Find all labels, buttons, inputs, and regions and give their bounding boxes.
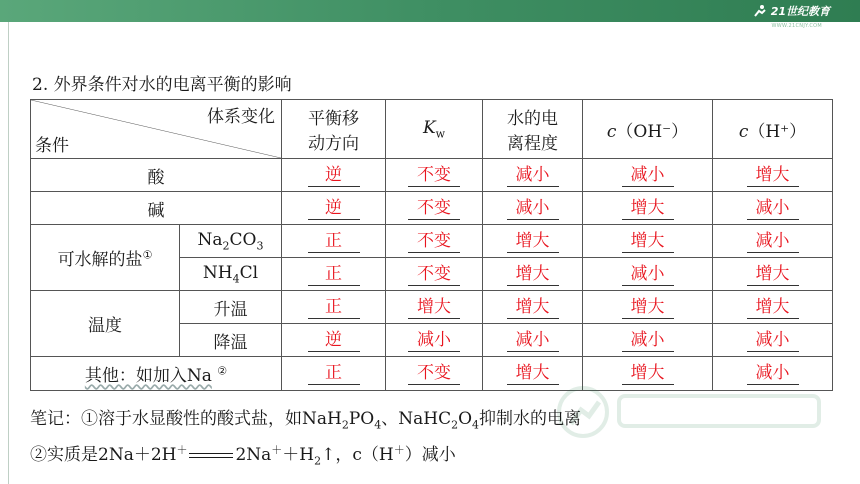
table-row-acid <box>31 159 833 192</box>
header-kw: $K_w$ <box>386 100 483 159</box>
answer-oh: 减小 <box>622 263 674 286</box>
answer-h: 减小 <box>747 230 799 253</box>
header-h-concentration: c（H⁺） <box>713 100 833 159</box>
answer-shift: 逆 <box>308 329 360 352</box>
answer-kw: 不变 <box>408 197 460 220</box>
row-label: 酸 <box>31 159 282 192</box>
answer-h: 减小 <box>747 197 799 220</box>
answer-oh: 减小 <box>622 164 674 187</box>
answer-h: 增大 <box>747 263 799 286</box>
answer-shift: 正 <box>308 230 360 253</box>
answer-oh: 增大 <box>622 296 674 319</box>
note-acid-salt: 笔记：①溶于水显酸性的酸式盐，如$NaH_2PO_4$、$NaHC_2O_4$抑制水的电离 <box>30 409 582 432</box>
answer-h: 增大 <box>747 296 799 319</box>
section-heading: 2. 外界条件对水的电离平衡的影响 <box>32 75 292 95</box>
left-rule <box>8 22 9 484</box>
group-hydrolyzable-salt: 可水解的盐① <box>31 225 180 291</box>
answer-oh: 增大 <box>622 362 674 385</box>
answer-kw: 不变 <box>408 362 460 385</box>
runner-logo-icon <box>753 4 767 18</box>
answer-degree: 减小 <box>507 197 559 220</box>
answer-degree: 减小 <box>507 329 559 352</box>
header-system-change: 体系变化 <box>207 107 275 127</box>
row-label-other: 其他：如加入Na ② <box>31 357 282 391</box>
header-oh-concentration: c（OH⁻） <box>583 100 713 159</box>
logo <box>753 1 830 21</box>
answer-shift: 逆 <box>308 197 360 220</box>
header-bar <box>0 0 860 22</box>
header-shift-direction: 平衡移 动方向 <box>282 100 386 159</box>
sub-label-cool: 降温 <box>180 324 282 357</box>
sub-label-na2co3: $Na_2CO_3$ <box>180 225 282 258</box>
table-row-na2co3 <box>31 225 833 258</box>
answer-shift: 正 <box>308 263 360 286</box>
diagonal-header-cell <box>31 100 282 159</box>
equals-arrow-icon <box>189 451 233 461</box>
answer-degree: 增大 <box>507 263 559 286</box>
table-header-row <box>31 100 833 159</box>
logo-subtext: WWW.21CNJY.COM <box>771 23 822 29</box>
answer-kw: 不变 <box>408 164 460 187</box>
answer-oh: 增大 <box>622 197 674 220</box>
answer-kw: 增大 <box>408 296 460 319</box>
ionization-table <box>30 99 833 391</box>
note-sodium-reaction: ②实质是2Na＋2H＋ $2Na^++H_2↑$，c（H＋）减小 <box>30 443 456 468</box>
answer-degree: 增大 <box>507 362 559 385</box>
answer-kw: 不变 <box>408 263 460 286</box>
table-row-base <box>31 192 833 225</box>
answer-shift: 逆 <box>308 164 360 187</box>
answer-h: 减小 <box>747 362 799 385</box>
sub-label-heat: 升温 <box>180 291 282 324</box>
answer-oh: 增大 <box>622 230 674 253</box>
watermark-icon <box>555 382 835 442</box>
answer-oh: 减小 <box>622 329 674 352</box>
header-condition: 条件 <box>35 136 69 156</box>
answer-degree: 增大 <box>507 230 559 253</box>
group-temperature: 温度 <box>31 291 180 357</box>
answer-h: 减小 <box>747 329 799 352</box>
row-label: 碱 <box>31 192 282 225</box>
answer-degree: 减小 <box>507 164 559 187</box>
table-row-sodium <box>31 357 833 391</box>
sub-label-nh4cl: $NH_4Cl$ <box>180 258 282 291</box>
answer-kw: 减小 <box>408 329 460 352</box>
answer-h: 增大 <box>747 164 799 187</box>
logo-text: 21世纪教育 <box>770 5 830 18</box>
answer-shift: 正 <box>308 296 360 319</box>
answer-degree: 增大 <box>507 296 559 319</box>
watermark-logo <box>555 382 835 442</box>
table-row-heat <box>31 291 833 324</box>
header-ionization-degree: 水的电 离程度 <box>483 100 583 159</box>
answer-shift: 正 <box>308 362 360 385</box>
answer-kw: 不变 <box>408 230 460 253</box>
